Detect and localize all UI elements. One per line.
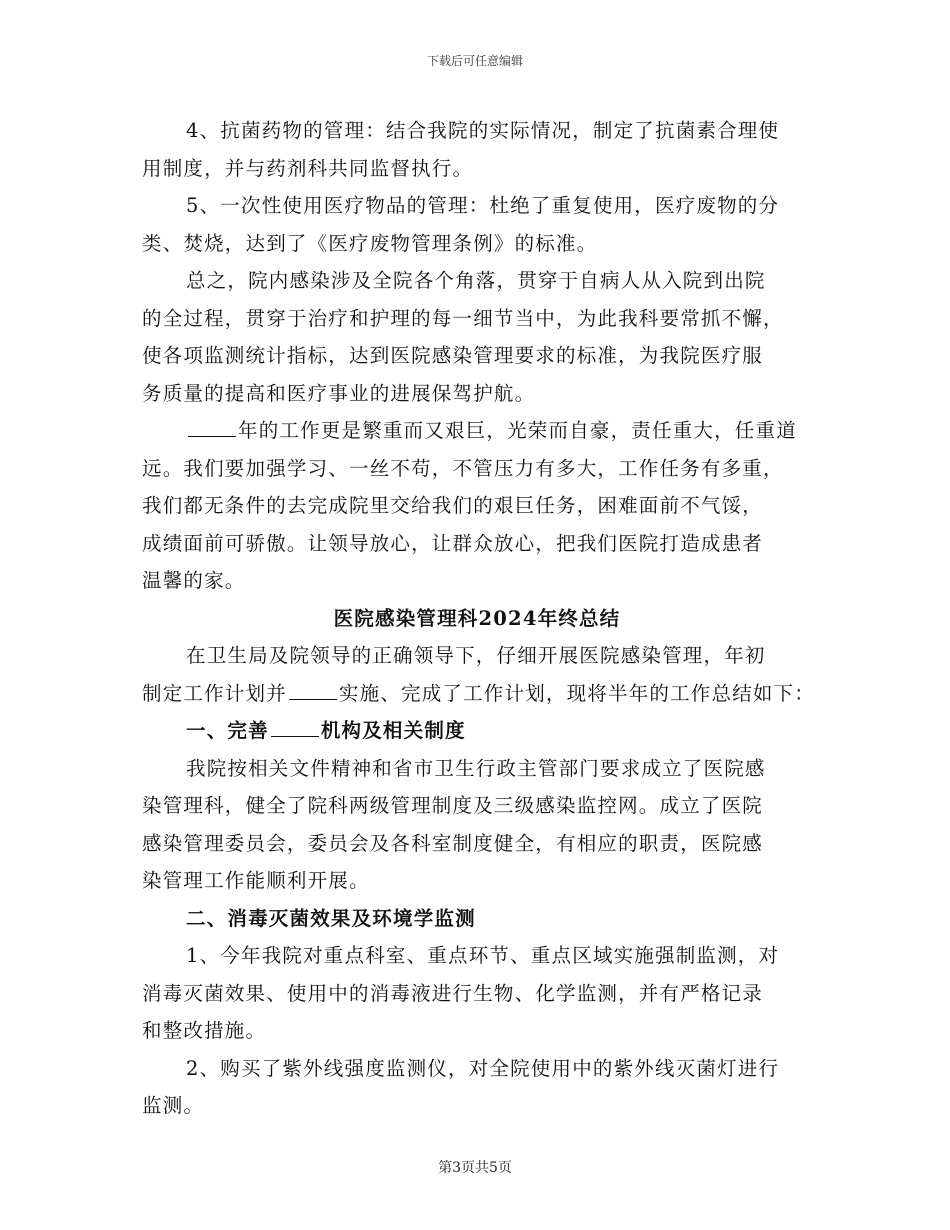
paragraph-line: 和整改措施。 <box>142 1019 267 1042</box>
paragraph-line <box>142 412 812 450</box>
heading-text: 机构及相关制度 <box>320 719 466 742</box>
heading-text: 一、完善 <box>186 719 269 742</box>
paragraph-text: 实施、完成了工作计划，现将半年的工作总结如下： <box>338 681 816 705</box>
paragraph-line: 5、一次性使用医疗物品的管理：杜绝了重复使用，医疗废物的分 <box>186 194 780 217</box>
paragraph-line: 染管理工作能顺利开展。 <box>142 869 370 892</box>
section-heading <box>142 712 812 750</box>
paragraph-line: 类、焚烧，达到了《医疗废物管理条例》的标准。 <box>142 231 598 255</box>
section-title: 医院感染管理科2024年终总结 <box>333 606 621 630</box>
paragraph-line: 成绩面前可骄傲。让领导放心，让群众放心，把我们医院打造成患者 <box>142 531 764 555</box>
fill-in-blank <box>289 681 337 700</box>
paragraph-line: 监测。 <box>142 1094 205 1117</box>
paragraph-line: 温馨的家。 <box>142 569 246 592</box>
paragraph-line: 在卫生局及院领导的正确领导下，仔细开展医院感染管理，年初 <box>186 644 766 667</box>
paragraph-line: 1、今年我院对重点科室、重点环节、重点区域实施强制监测，对 <box>186 944 780 967</box>
paragraph-line <box>142 675 816 713</box>
paragraph-line: 4、抗菌药物的管理：结合我院的实际情况，制定了抗菌素合理使 <box>186 119 780 142</box>
paragraph-line: 总之，院内感染涉及全院各个角落，贯穿于自病人从入院到出院 <box>186 269 766 292</box>
paragraph-line: 远。我们要加强学习、一丝不苟，不管压力有多大，工作任务有多重， <box>142 456 784 480</box>
paragraph-line: 感染管理委员会，委员会及各科室制度健全，有相应的职责，医院感 <box>142 831 764 855</box>
section-heading: 二、消毒灭菌效果及环境学监测 <box>186 906 476 930</box>
paragraph-text: 年的工作更是繁重而又艰巨，光荣而自豪，责任重大，任重道 <box>238 419 797 442</box>
paragraph-line: 我们都无条件的去完成院里交给我们的艰巨任务，困难面前不气馁， <box>142 494 764 517</box>
paragraph-line: 使各项监测统计指标，达到医院感染管理要求的标准，为我院医疗服 <box>142 344 764 367</box>
fill-in-blank <box>271 718 319 737</box>
document-body <box>142 112 816 1125</box>
paragraph-line: 染管理科，健全了院科两级管理制度及三级感染监控网。成立了医院 <box>142 794 764 817</box>
paragraph-line: 2、购买了紫外线强度监测仪，对全院使用中的紫外线灭菌灯进行 <box>186 1056 780 1080</box>
paragraph-line: 消毒灭菌效果、使用中的消毒液进行生物、化学监测，并有严格记录 <box>142 981 764 1005</box>
paragraph-text: 制定工作计划并 <box>142 681 287 705</box>
paragraph-line: 务质量的提高和医疗事业的进展保驾护航。 <box>142 381 536 405</box>
page-footer: 第3页共5页 <box>438 1160 512 1176</box>
page-header: 下载后可任意编辑 <box>426 54 523 68</box>
paragraph-line: 的全过程，贯穿于治疗和护理的每一细节当中，为此我科要常抓不懈， <box>142 306 784 330</box>
paragraph-line: 用制度，并与药剂科共同监督执行。 <box>142 156 474 180</box>
paragraph-line: 我院按相关文件精神和省市卫生行政主管部门要求成立了医院感 <box>186 756 766 780</box>
fill-in-blank <box>188 418 236 437</box>
